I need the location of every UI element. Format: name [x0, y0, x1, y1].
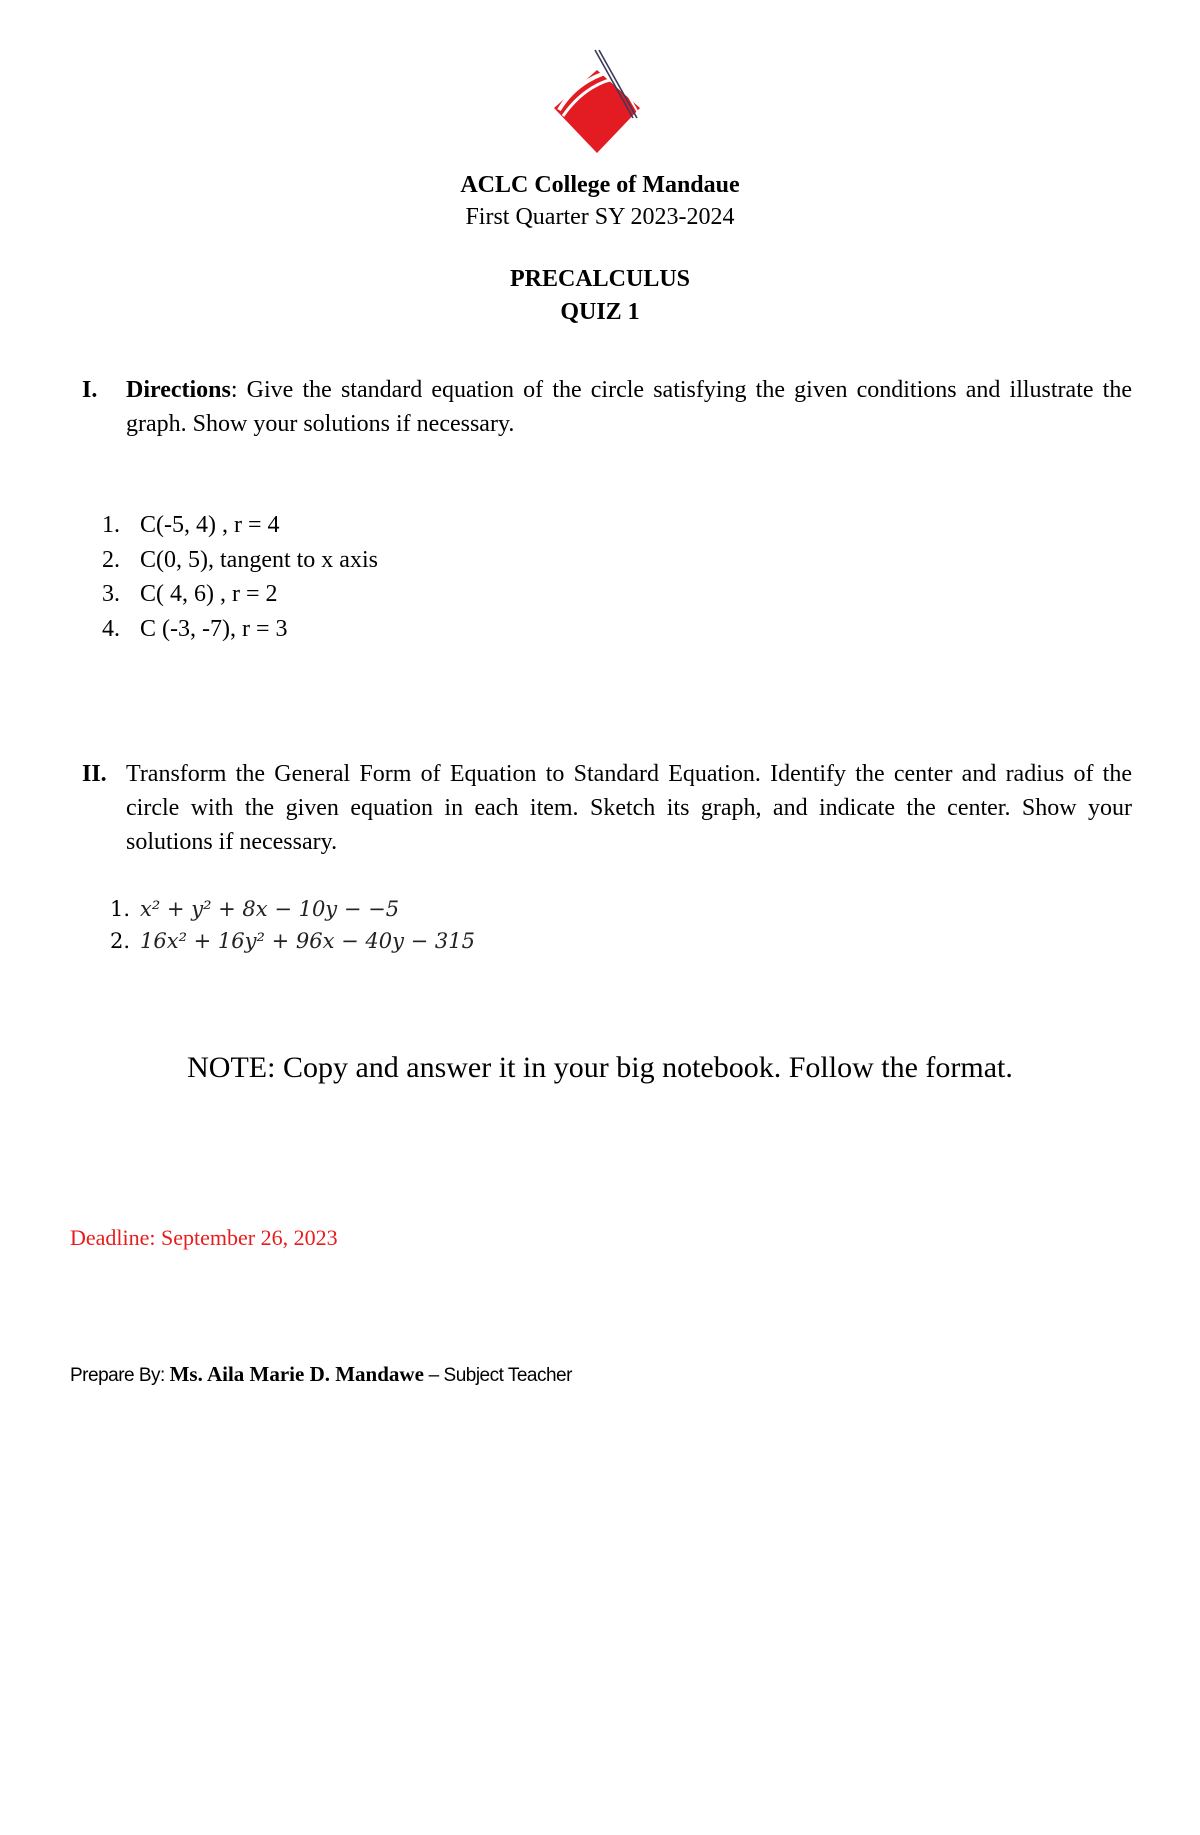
equation: 16x² + 16y² + 96x − 40y − 315	[140, 929, 476, 953]
quarter-label: First Quarter SY 2023-2024	[465, 204, 735, 230]
prepared-by	[70, 1362, 572, 1387]
prepared-label: Prepare By:	[70, 1365, 170, 1386]
section-2-directions: Transform the General Form of Equation to Standard Equation. Identify the center and radius of the circle with the given equation in each item. Sketch its graph, and indicate the center. Show your solutions if necessary.	[126, 761, 1132, 855]
section-1	[82, 373, 1132, 441]
directions-label: Directions	[126, 377, 231, 403]
section-2	[82, 757, 1132, 859]
list-item	[110, 893, 475, 925]
aclc-logo	[545, 48, 650, 163]
item-number: 1.	[110, 897, 131, 921]
teacher-role: – Subject Teacher	[423, 1365, 572, 1386]
item-number: 2.	[102, 546, 120, 573]
item-text: C (-3, -7), r = 3	[140, 615, 288, 642]
list-item	[102, 612, 378, 647]
item-number: 3.	[102, 581, 120, 607]
list-item	[110, 925, 475, 957]
section-2-number: II.	[82, 761, 107, 787]
equation: x² + y² + 8x − 10y − −5	[140, 897, 400, 921]
item-number: 1.	[102, 512, 120, 538]
item-text: C(0, 5), tangent to x axis	[140, 546, 378, 573]
directions-text: : Give the standard equation of the circle satisfying the given conditions and illustrate the graph. Show your solutions if necessary.	[126, 377, 1132, 437]
section-1-directions	[126, 373, 1132, 441]
item-number: 2.	[110, 929, 131, 953]
item-text: C(-5, 4) , r = 4	[140, 512, 280, 538]
quiz-title: QUIZ 1	[560, 299, 640, 325]
item-number: 4.	[102, 615, 120, 642]
section-2-items	[110, 893, 475, 957]
section-1-items	[102, 508, 378, 646]
list-item	[102, 543, 378, 578]
subject-title: PRECALCULUS	[509, 266, 691, 292]
section-1-number: I.	[82, 377, 98, 403]
list-item	[102, 508, 378, 543]
deadline-text: Deadline: September 26, 2023	[70, 1225, 338, 1250]
item-text: C( 4, 6) , r = 2	[140, 581, 278, 607]
teacher-name: Ms. Aila Marie D. Mandawe	[169, 1362, 424, 1386]
college-name: ACLC College of Mandaue	[460, 172, 740, 198]
note-text: NOTE: Copy and answer it in your big notebook. Follow the format.	[187, 1051, 1013, 1084]
list-item	[102, 577, 378, 612]
